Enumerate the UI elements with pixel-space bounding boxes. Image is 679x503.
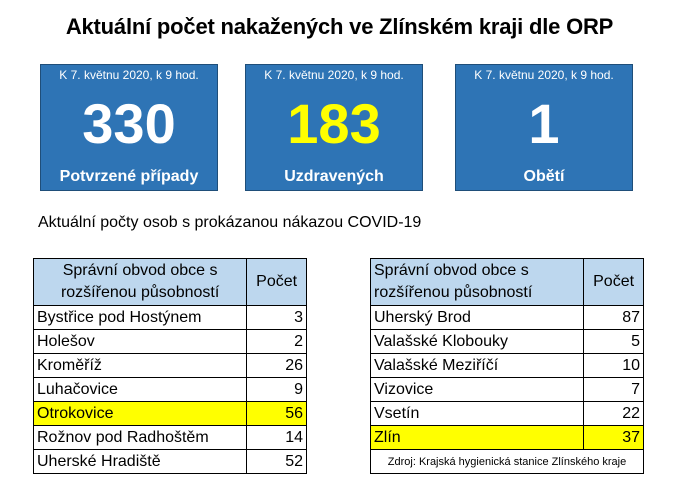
orp-name: Valašské Klobouky: [371, 330, 584, 354]
table-header-row: [371, 259, 644, 306]
orp-name: Zlín: [371, 426, 584, 450]
deaths-caption: Obětí: [523, 168, 565, 185]
orp-name: Otrokovice: [34, 402, 247, 426]
orp-name: Valašské Meziříčí: [371, 354, 584, 378]
orp-name: Uherský Brod: [371, 306, 584, 330]
recovered-card: [245, 64, 423, 191]
table-row: [34, 330, 307, 354]
orp-name: Kroměříž: [34, 354, 247, 378]
table-row: [371, 402, 644, 426]
card-date: K 7. květnu 2020, k 9 hod.: [474, 68, 614, 82]
orp-name: Vizovice: [371, 378, 584, 402]
orp-count: 22: [584, 402, 644, 426]
header-line: Správní obvod obce s: [374, 262, 529, 279]
orp-count: 3: [247, 306, 307, 330]
page-title: Aktuální počet nakažených ve Zlínském kraji dle ORP: [65, 14, 614, 39]
confirmed-cases-card: [40, 64, 218, 191]
table-header-row: [34, 259, 307, 306]
orp-count: 10: [584, 354, 644, 378]
table-row: [34, 354, 307, 378]
table-row: [34, 426, 307, 450]
section-subtitle: Aktuální počty osob s prokázanou nákazou COVID-19: [38, 214, 422, 231]
header-line: Správní obvod obce s: [62, 262, 218, 279]
source-note: Zdroj: Krajská hygienická stanice Zlínského kraje: [371, 450, 644, 474]
column-header-count: Počet: [247, 259, 307, 306]
orp-table-right: [370, 258, 644, 474]
card-date: K 7. květnu 2020, k 9 hod.: [59, 68, 199, 82]
orp-count: 87: [584, 306, 644, 330]
table-row: [371, 306, 644, 330]
deaths-card: [455, 64, 633, 191]
orp-count: 14: [247, 426, 307, 450]
orp-count: 52: [247, 450, 307, 474]
recovered-caption: Uzdravených: [284, 168, 384, 185]
orp-name: Bystřice pod Hostýnem: [34, 306, 247, 330]
orp-count: 56: [247, 402, 307, 426]
confirmed-cases-value: 330: [82, 92, 176, 155]
table-row: [34, 450, 307, 474]
table-row: [371, 330, 644, 354]
table-row-highlighted: [371, 426, 644, 450]
orp-name: Holešov: [34, 330, 247, 354]
source-row: [371, 450, 644, 474]
orp-count: 7: [584, 378, 644, 402]
orp-count: 5: [584, 330, 644, 354]
column-header-count: Počet: [584, 259, 644, 306]
recovered-value: 183: [287, 92, 381, 155]
orp-name: Rožnov pod Radhoštěm: [34, 426, 247, 450]
confirmed-cases-caption: Potvrzené případy: [59, 168, 199, 185]
table-row-highlighted: [34, 402, 307, 426]
orp-name: Vsetín: [371, 402, 584, 426]
orp-count: 26: [247, 354, 307, 378]
orp-count: 37: [584, 426, 644, 450]
table-row: [371, 378, 644, 402]
header-line: rozšířenou působností: [374, 284, 533, 301]
deaths-value: 1: [528, 92, 560, 155]
column-header-orp: [371, 259, 584, 306]
table-row: [34, 378, 307, 402]
orp-count: 2: [247, 330, 307, 354]
orp-name: Uherské Hradiště: [34, 450, 247, 474]
orp-table-left: [33, 258, 307, 474]
column-header-orp: [34, 259, 247, 306]
header-line: rozšířenou působností: [60, 284, 220, 301]
table-row: [34, 306, 307, 330]
card-date: K 7. květnu 2020, k 9 hod.: [264, 68, 404, 82]
orp-count: 9: [247, 378, 307, 402]
orp-name: Luhačovice: [34, 378, 247, 402]
table-row: [371, 354, 644, 378]
